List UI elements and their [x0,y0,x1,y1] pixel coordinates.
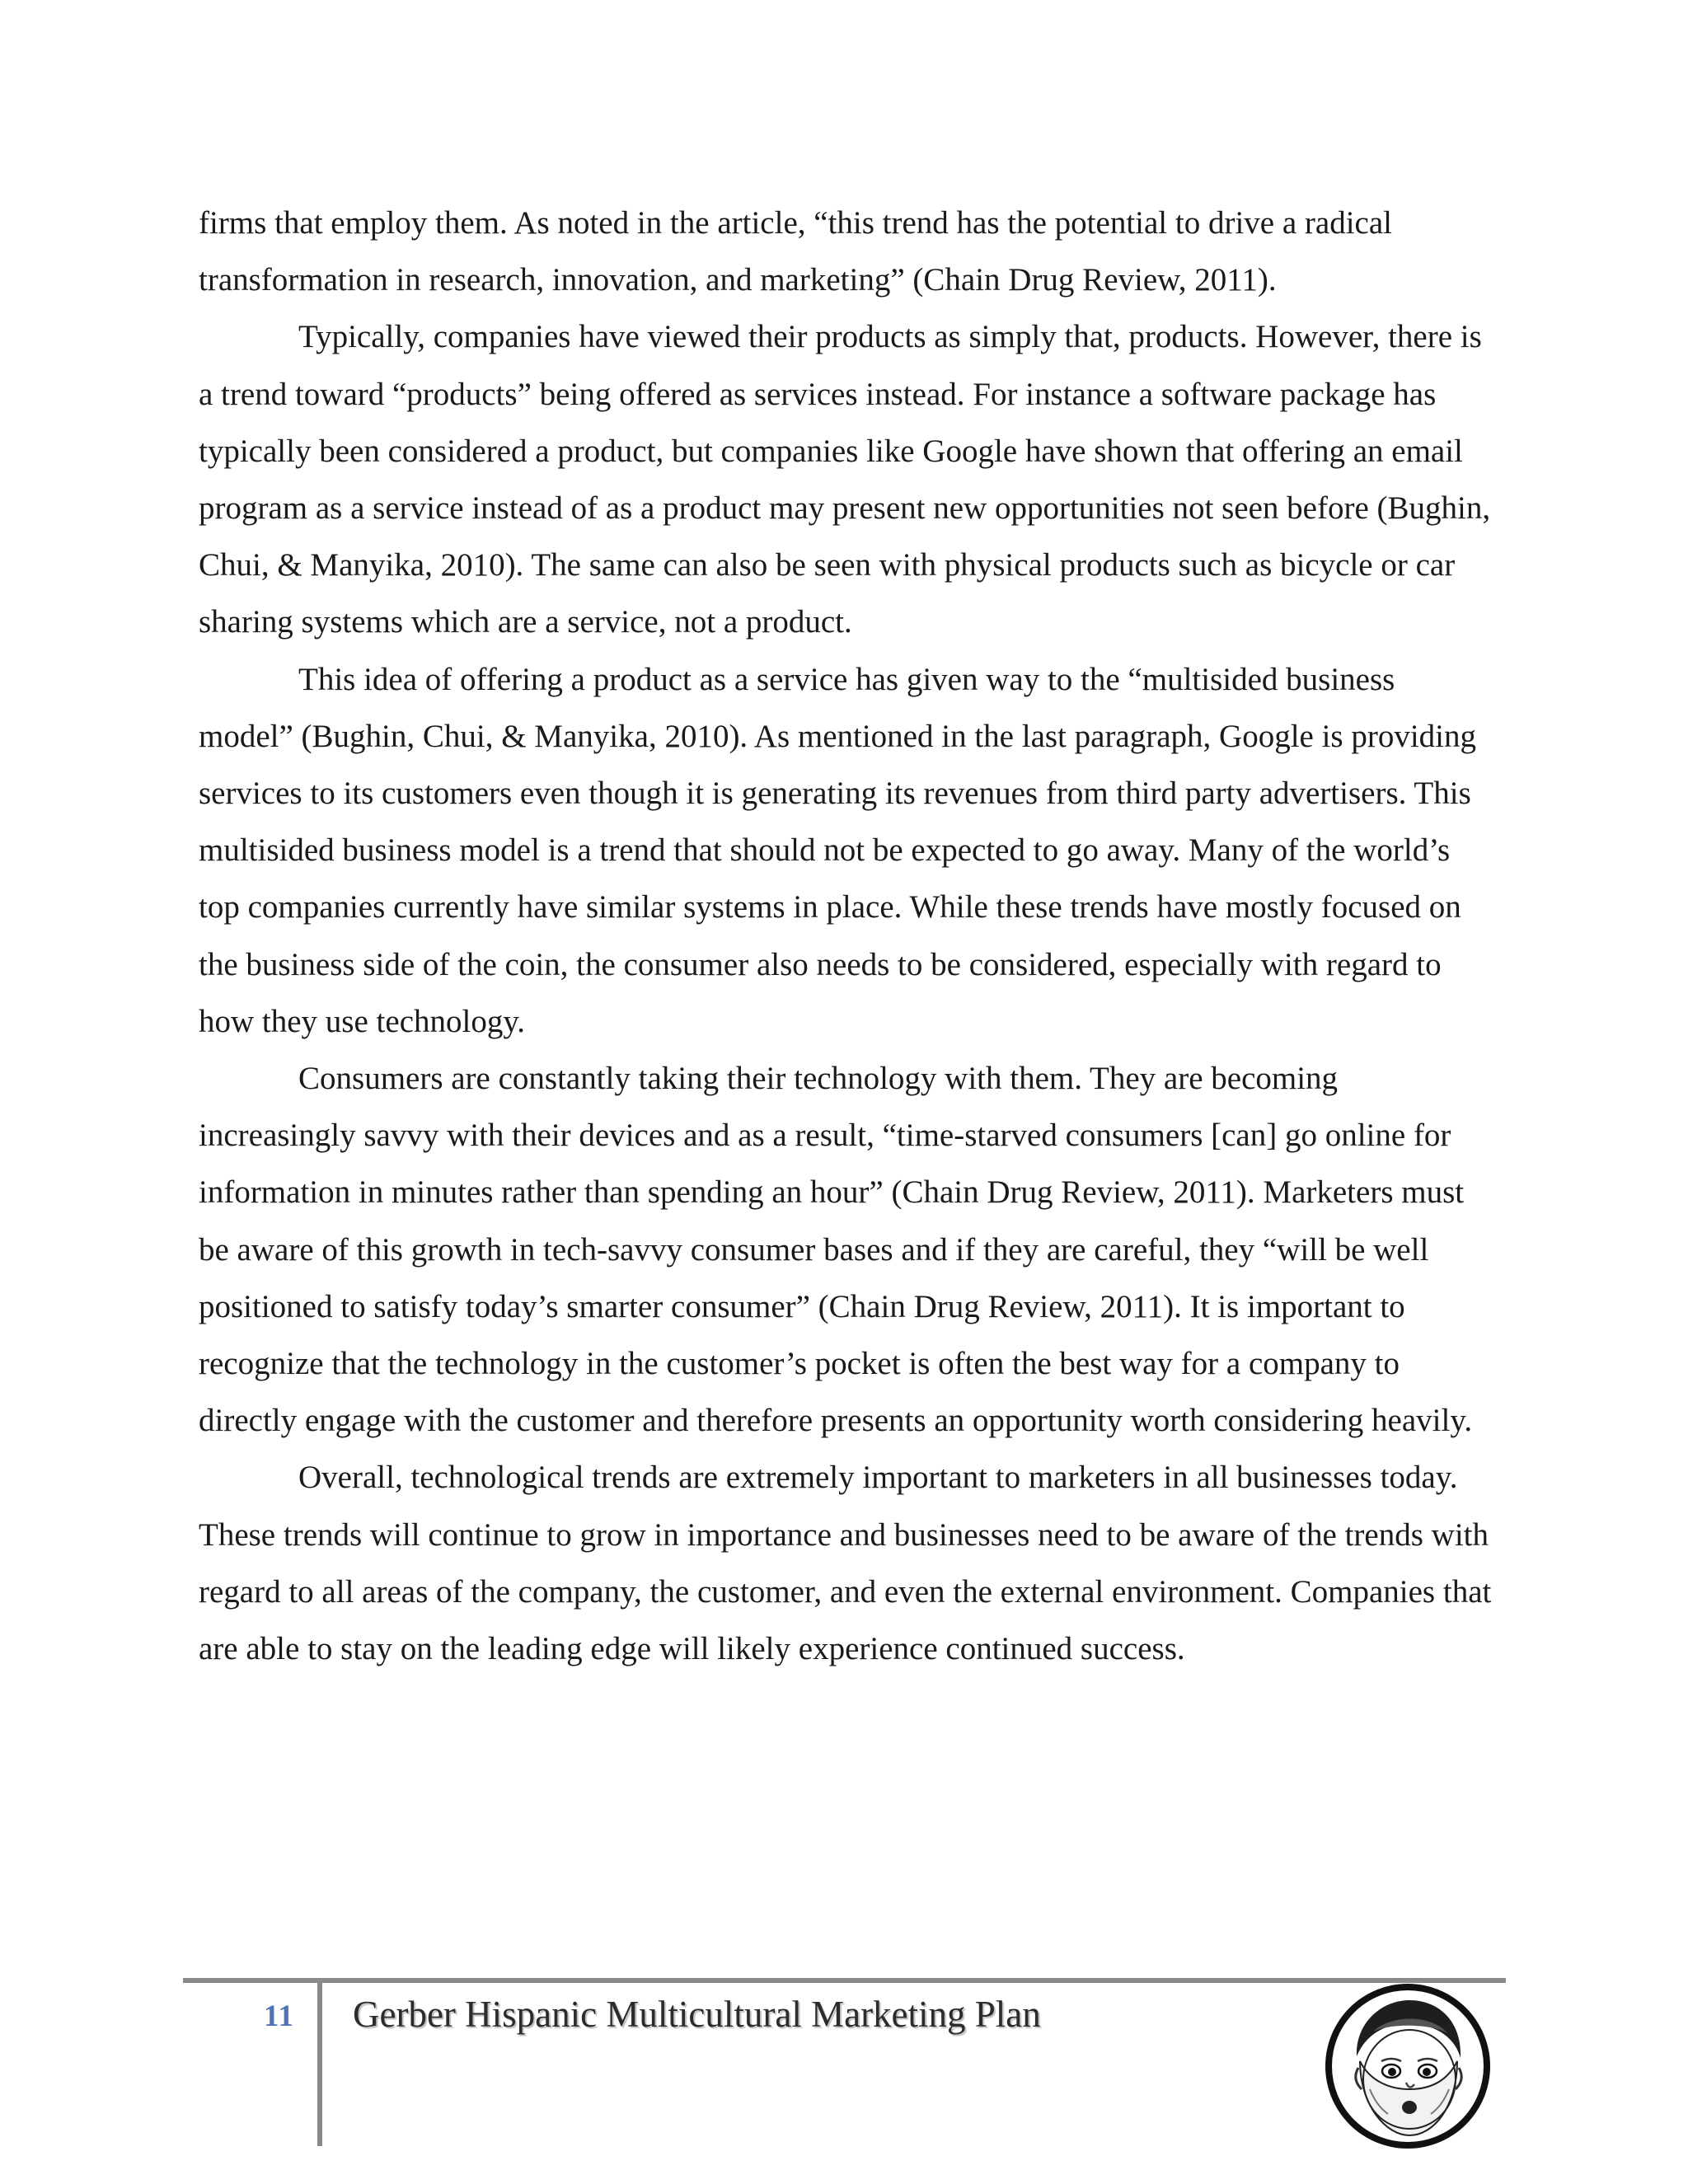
paragraph-3: This idea of offering a product as a service has given way to the “multisided business model” (Bughin, Chui, & Manyika, 2010). As mentioned in the last paragraph, Google is providing services to its customers even though it is generating its revenues from third party advertisers. This multisided business model is a trend that should not be expected to go away. Many of the world’s top companies currently have similar systems in place. While these trends have mostly focused on the business side of the coin, the consumer also needs to be considered, especially with regard to how they use technology. [199,661,1477,1039]
footer-horizontal-rule [183,1978,1506,1983]
paragraph-4: Consumers are constantly taking their technology with them. They are becoming increasingly savvy with their devices and as a result, “time-starved consumers [can] go online for information in minutes rather than spending an hour” (Chain Drug Review, 2011). Marketers must be aware of this growth in tech-savvy consumer bases and if they are careful, they “will be well positioned to satisfy today’s smarter consumer” (Chain Drug Review, 2011). It is important to recognize that the technology in the customer’s pocket is often the best way for a company to directly engage with the customer and therefore presents an opportunity worth considering heavily. [199,1061,1473,1439]
gerber-baby-logo-icon [1324,1982,1492,2150]
paragraph-1: firms that employ them. As noted in the article, “this trend has the potential to drive a radical transformation in research, innovation, and marketing” (Chain Drug Review, 2011). [199,205,1393,298]
page-number: 11 [264,1999,294,2033]
paragraph-5: Overall, technological trends are extremely important to marketers in all businesses today. These trends will continue to grow in importance and businesses need to be aware of the trends with regard to all areas of the company, the customer, and even the external environment. Companies that are able to stay on the leading edge will likely experience continued success. [199,1460,1492,1667]
footer-title: Gerber Hispanic Multicultural Marketing Plan [353,1994,1041,2035]
footer-vertical-rule [317,1981,322,2146]
body-text [199,194,1496,1677]
paragraph-2: Typically, companies have viewed their products as simply that, products. However, there is a trend toward “products” being offered as services instead. For instance a software package has typically been considered a product, but companies like Google have shown that offering an email program as a service instead of as a product may present new opportunities not seen before (Bughin, Chui, & Manyika, 2010). The same can also be seen with physical products such as bicycle or car sharing systems which are a service, not a product. [199,319,1491,640]
